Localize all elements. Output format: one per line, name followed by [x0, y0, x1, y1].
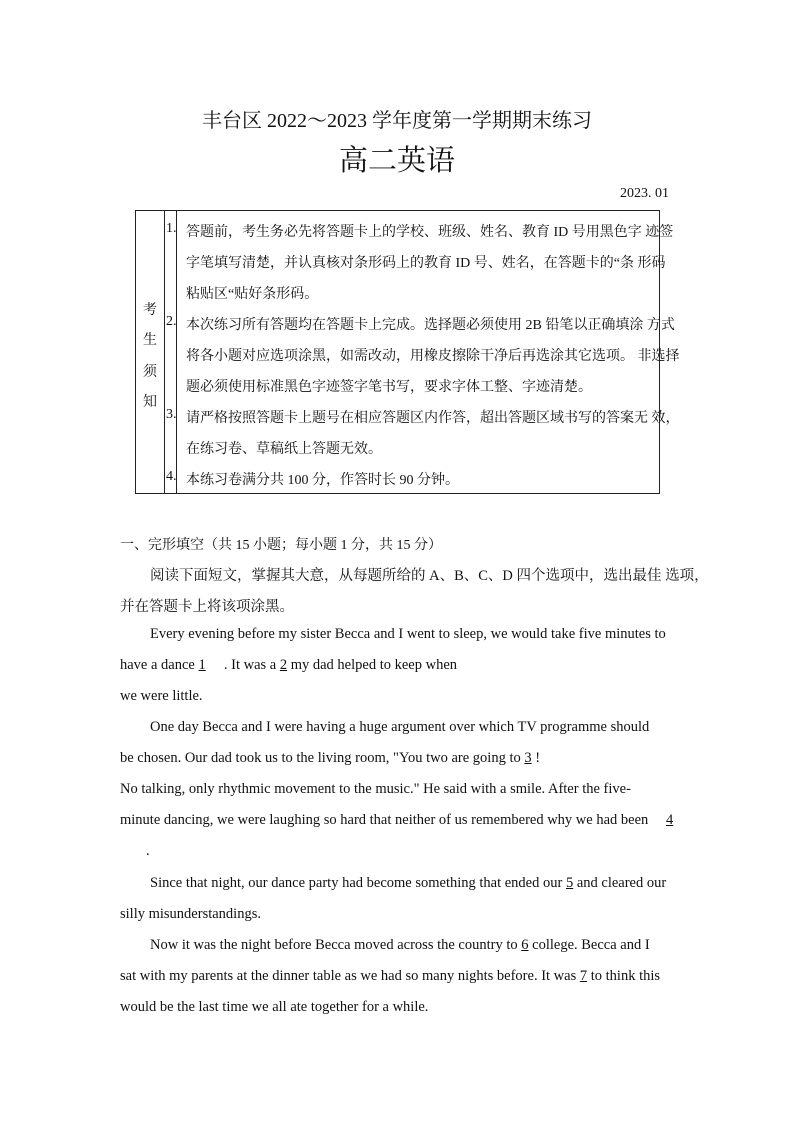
exam-title: 丰台区 2022～2023 学年度第一学期期末练习: [202, 110, 592, 132]
notice-line: 本练习卷满分共 100 分，作答时长 90 分钟。: [186, 473, 459, 488]
candidate-notice-box: [135, 210, 680, 494]
passage-line: [120, 657, 457, 674]
notice-item-number: 2.: [166, 314, 177, 329]
passage-text: have a dance: [120, 657, 199, 673]
blank-5: 5: [565, 875, 574, 891]
subject-title: 高二英语: [338, 145, 455, 177]
blank-1: 1: [198, 657, 206, 673]
passage-line: [150, 937, 650, 954]
passage-line: [150, 875, 666, 892]
notice-line: 在练习卷、草稿纸上答题无效。: [186, 442, 382, 457]
notice-side-label: [136, 211, 165, 493]
passage-text: Since that night, our dance party had become something that ended our: [150, 875, 566, 891]
passage-line: Every evening before my sister Becca and I went to sleep, we would take five minutes to: [150, 626, 666, 642]
notice-line: 将各小题对应选项涂黑，如需改动，用橡皮擦除干净后再选涂其它选项。 非选择: [186, 349, 680, 364]
passage-text: be chosen. Our dad took us to the living room, "You two are going to: [120, 750, 525, 766]
notice-line: 答题前，考生务必先将答题卡上的学校、班级、姓名、教育 ID 号用黑色字 迹签: [186, 225, 674, 240]
passage-text: sat with my parents at the dinner table as we had so many nights before. It was: [120, 968, 580, 984]
passage-text: Now it was the night before Becca moved across the country to: [150, 937, 522, 953]
passage-text: college. Becca and I: [528, 937, 650, 953]
notice-line: 本次练习所有答题均在答题卡上完成。选择题必须使用 2B 铅笔以正确填涂 方式: [186, 318, 675, 333]
passage-line: No talking, only rhythmic movement to the music." He said with a smile. After the five-: [120, 781, 631, 797]
blank-4: 4: [666, 812, 674, 828]
notice-side-char: 生: [143, 333, 157, 348]
passage-line: One day Becca and I were having a huge argument over which TV programme should: [150, 719, 650, 735]
notice-line: 字笔填写清楚，并认真核对条形码上的教育 ID 号、姓名，在答题卡的“条 形码: [186, 256, 666, 271]
passage-line: would be the last time we all ate together for a while.: [120, 999, 429, 1015]
blank-6: 6: [521, 937, 529, 953]
passage-line: minute dancing, we were laughing so hard that neither of us remembered why we had been: [120, 812, 649, 828]
notice-line: 请严格按照答题卡上题号在相应答题区内作答，超出答题区域书写的答案无 效，: [186, 411, 680, 426]
passage-line: .: [146, 843, 150, 859]
notice-side-char: 考: [143, 303, 157, 318]
instruction-line: 并在答题卡上将该项涂黑。: [120, 599, 294, 615]
passage-text: . It was a: [205, 657, 280, 673]
notice-line: 粘贴区“贴好条形码。: [186, 287, 319, 302]
blank-7: 7: [579, 968, 588, 984]
passage-line: silly misunderstandings.: [120, 906, 261, 922]
passage-text: !: [531, 750, 541, 766]
notice-item-number: 4.: [166, 469, 177, 484]
notice-item-number: 3.: [166, 407, 177, 422]
passage-line: [120, 750, 540, 767]
passage-line: we were little.: [120, 688, 203, 704]
passage-text: my dad helped to keep when: [287, 657, 458, 673]
passage-line: [120, 968, 660, 985]
blank-2: 2: [279, 657, 288, 673]
passage-text: and cleared our: [573, 875, 667, 891]
notice-side-char: 知: [143, 395, 157, 410]
blank-3: 3: [524, 750, 532, 766]
exam-date: 2023. 01: [620, 186, 669, 201]
passage-text: to think this: [587, 968, 661, 984]
instruction-line: 阅读下面短文，掌握其大意，从每题所给的 A、B、C、D 四个选项中，选出最佳 选项，: [150, 568, 709, 584]
notice-side-char: 须: [143, 365, 157, 380]
notice-line: 题必须使用标准黑色字迹签字笔书写，要求字体工整、字迹清楚。: [186, 380, 592, 395]
notice-number-column: [164, 211, 177, 493]
notice-item-number: 1.: [166, 221, 177, 236]
section-heading: 一、完形填空（共 15 小题；每小题 1 分，共 15 分）: [120, 538, 442, 553]
